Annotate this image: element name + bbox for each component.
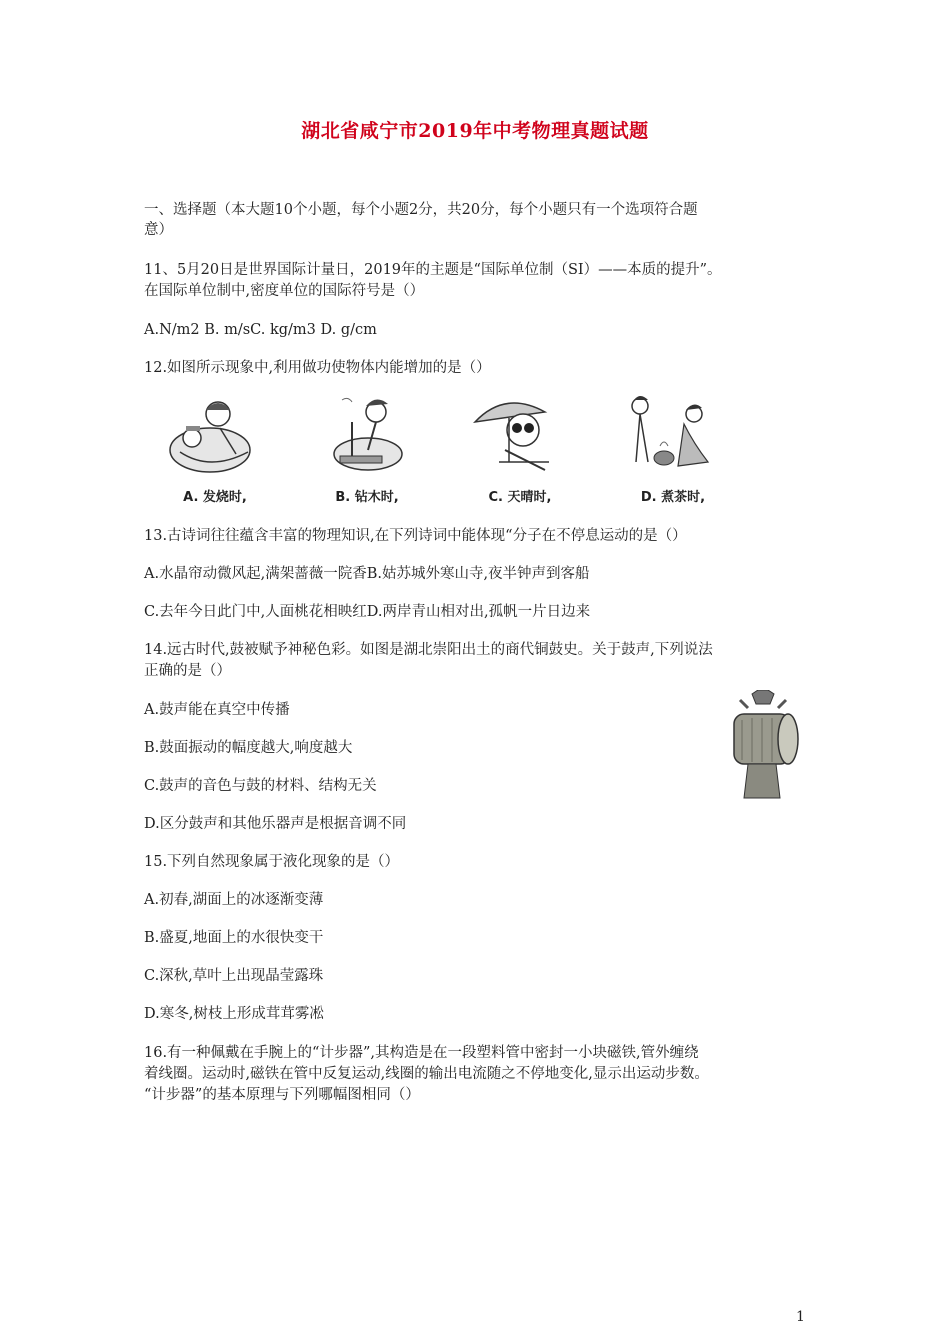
q12-figure-a <box>160 392 270 512</box>
q12-figure-b <box>312 392 422 512</box>
q13-stem: 13.古诗词往往蕴含丰富的物理知识,在下列诗词中能体现“分子在不停息运动的是（） <box>144 528 687 544</box>
q11-stem-line1: 11、5月20日是世界国际计量日，2019年的主题是“国际单位制（SI）——本质的提升”。 <box>144 262 722 278</box>
bronze-drum-icon <box>722 690 804 802</box>
q14-stem-line1: 14.远古时代,鼓被赋予神秘色彩。如图是湖北崇阳出土的商代铜鼓史。关于鼓声,下列说法 <box>144 642 713 658</box>
q15-option-a: A.初春,湖面上的冰逐渐变薄 <box>144 892 324 908</box>
q12-figure-a-label: A. 发烧时, <box>183 490 247 505</box>
q14-option-b: B.鼓面振动的幅度越大,响度越大 <box>144 740 353 756</box>
q12-figure-d-label: D. 煮茶时, <box>640 490 706 505</box>
q15-stem: 15.下列自然现象属于液化现象的是（） <box>144 854 400 870</box>
q13-options-cd: C.去年今日此门中,人面桃花相映红D.两岸青山相对出,孤帆一片日边来 <box>144 604 591 620</box>
q12-figure-b-label: B. 钻木时, <box>335 490 399 505</box>
q14-option-a: A.鼓声能在真空中传播 <box>144 702 290 718</box>
q16-stem-line1: 16.有一种佩戴在手腕上的“计步器”,其构造是在一段塑料管中密封一小块磁铁,管外缠绕 <box>144 1045 699 1061</box>
fever-icon <box>160 392 270 482</box>
q16-stem-line2: 着线圈。运动时,磁铁在管中反复运动,线圈的输出电流随之不停地变化,显示出运动步数。 <box>144 1066 709 1082</box>
q14-stem-line2: 正确的是（） <box>144 663 231 679</box>
boiling-tea-icon <box>618 392 728 482</box>
q12-stem: 12.如图所示现象中,利用做功使物体内能增加的是（） <box>144 360 491 376</box>
q14-option-d: D.区分鼓声和其他乐器声是根据音调不同 <box>144 816 407 832</box>
page-title: 湖北省咸宁市2019年中考物理真题试题 <box>301 120 649 142</box>
page-number: 1 <box>796 1309 805 1325</box>
q15-option-c: C.深秋,草叶上出现晶莹露珠 <box>144 968 324 984</box>
q14-option-c: C.鼓声的音色与鼓的材料、结构无关 <box>144 778 377 794</box>
q16-stem-line3: “计步器”的基本原理与下列哪幅图相同（） <box>144 1087 420 1103</box>
drilling-wood-icon <box>312 392 422 482</box>
section-heading-line1: 一、选择题（本大题10个小题，每个小题2分，共20分，每个小题只有一个选项符合题 <box>144 202 698 218</box>
q12-figure-c-label: C. 天晴时, <box>488 490 552 505</box>
q12-figure-c <box>465 392 575 512</box>
q11-options: A.N/m2 B. m/sC. kg/m3 D. g/cm <box>144 322 377 338</box>
q12-figure-d <box>618 392 728 512</box>
section-heading-line2: 意） <box>144 222 173 238</box>
q15-option-d: D.寒冬,树枝上形成茸茸雾凇 <box>144 1006 324 1022</box>
q13-options-ab: A.水晶帘动微风起,满架蔷薇一院香B.姑苏城外寒山寺,夜半钟声到客船 <box>144 566 590 582</box>
q12-figure-row <box>160 392 720 512</box>
sunbathing-icon <box>465 392 575 482</box>
q11-stem-line2: 在国际单位制中,密度单位的国际符号是（） <box>144 283 425 299</box>
q15-option-b: B.盛夏,地面上的水很快变干 <box>144 930 324 946</box>
